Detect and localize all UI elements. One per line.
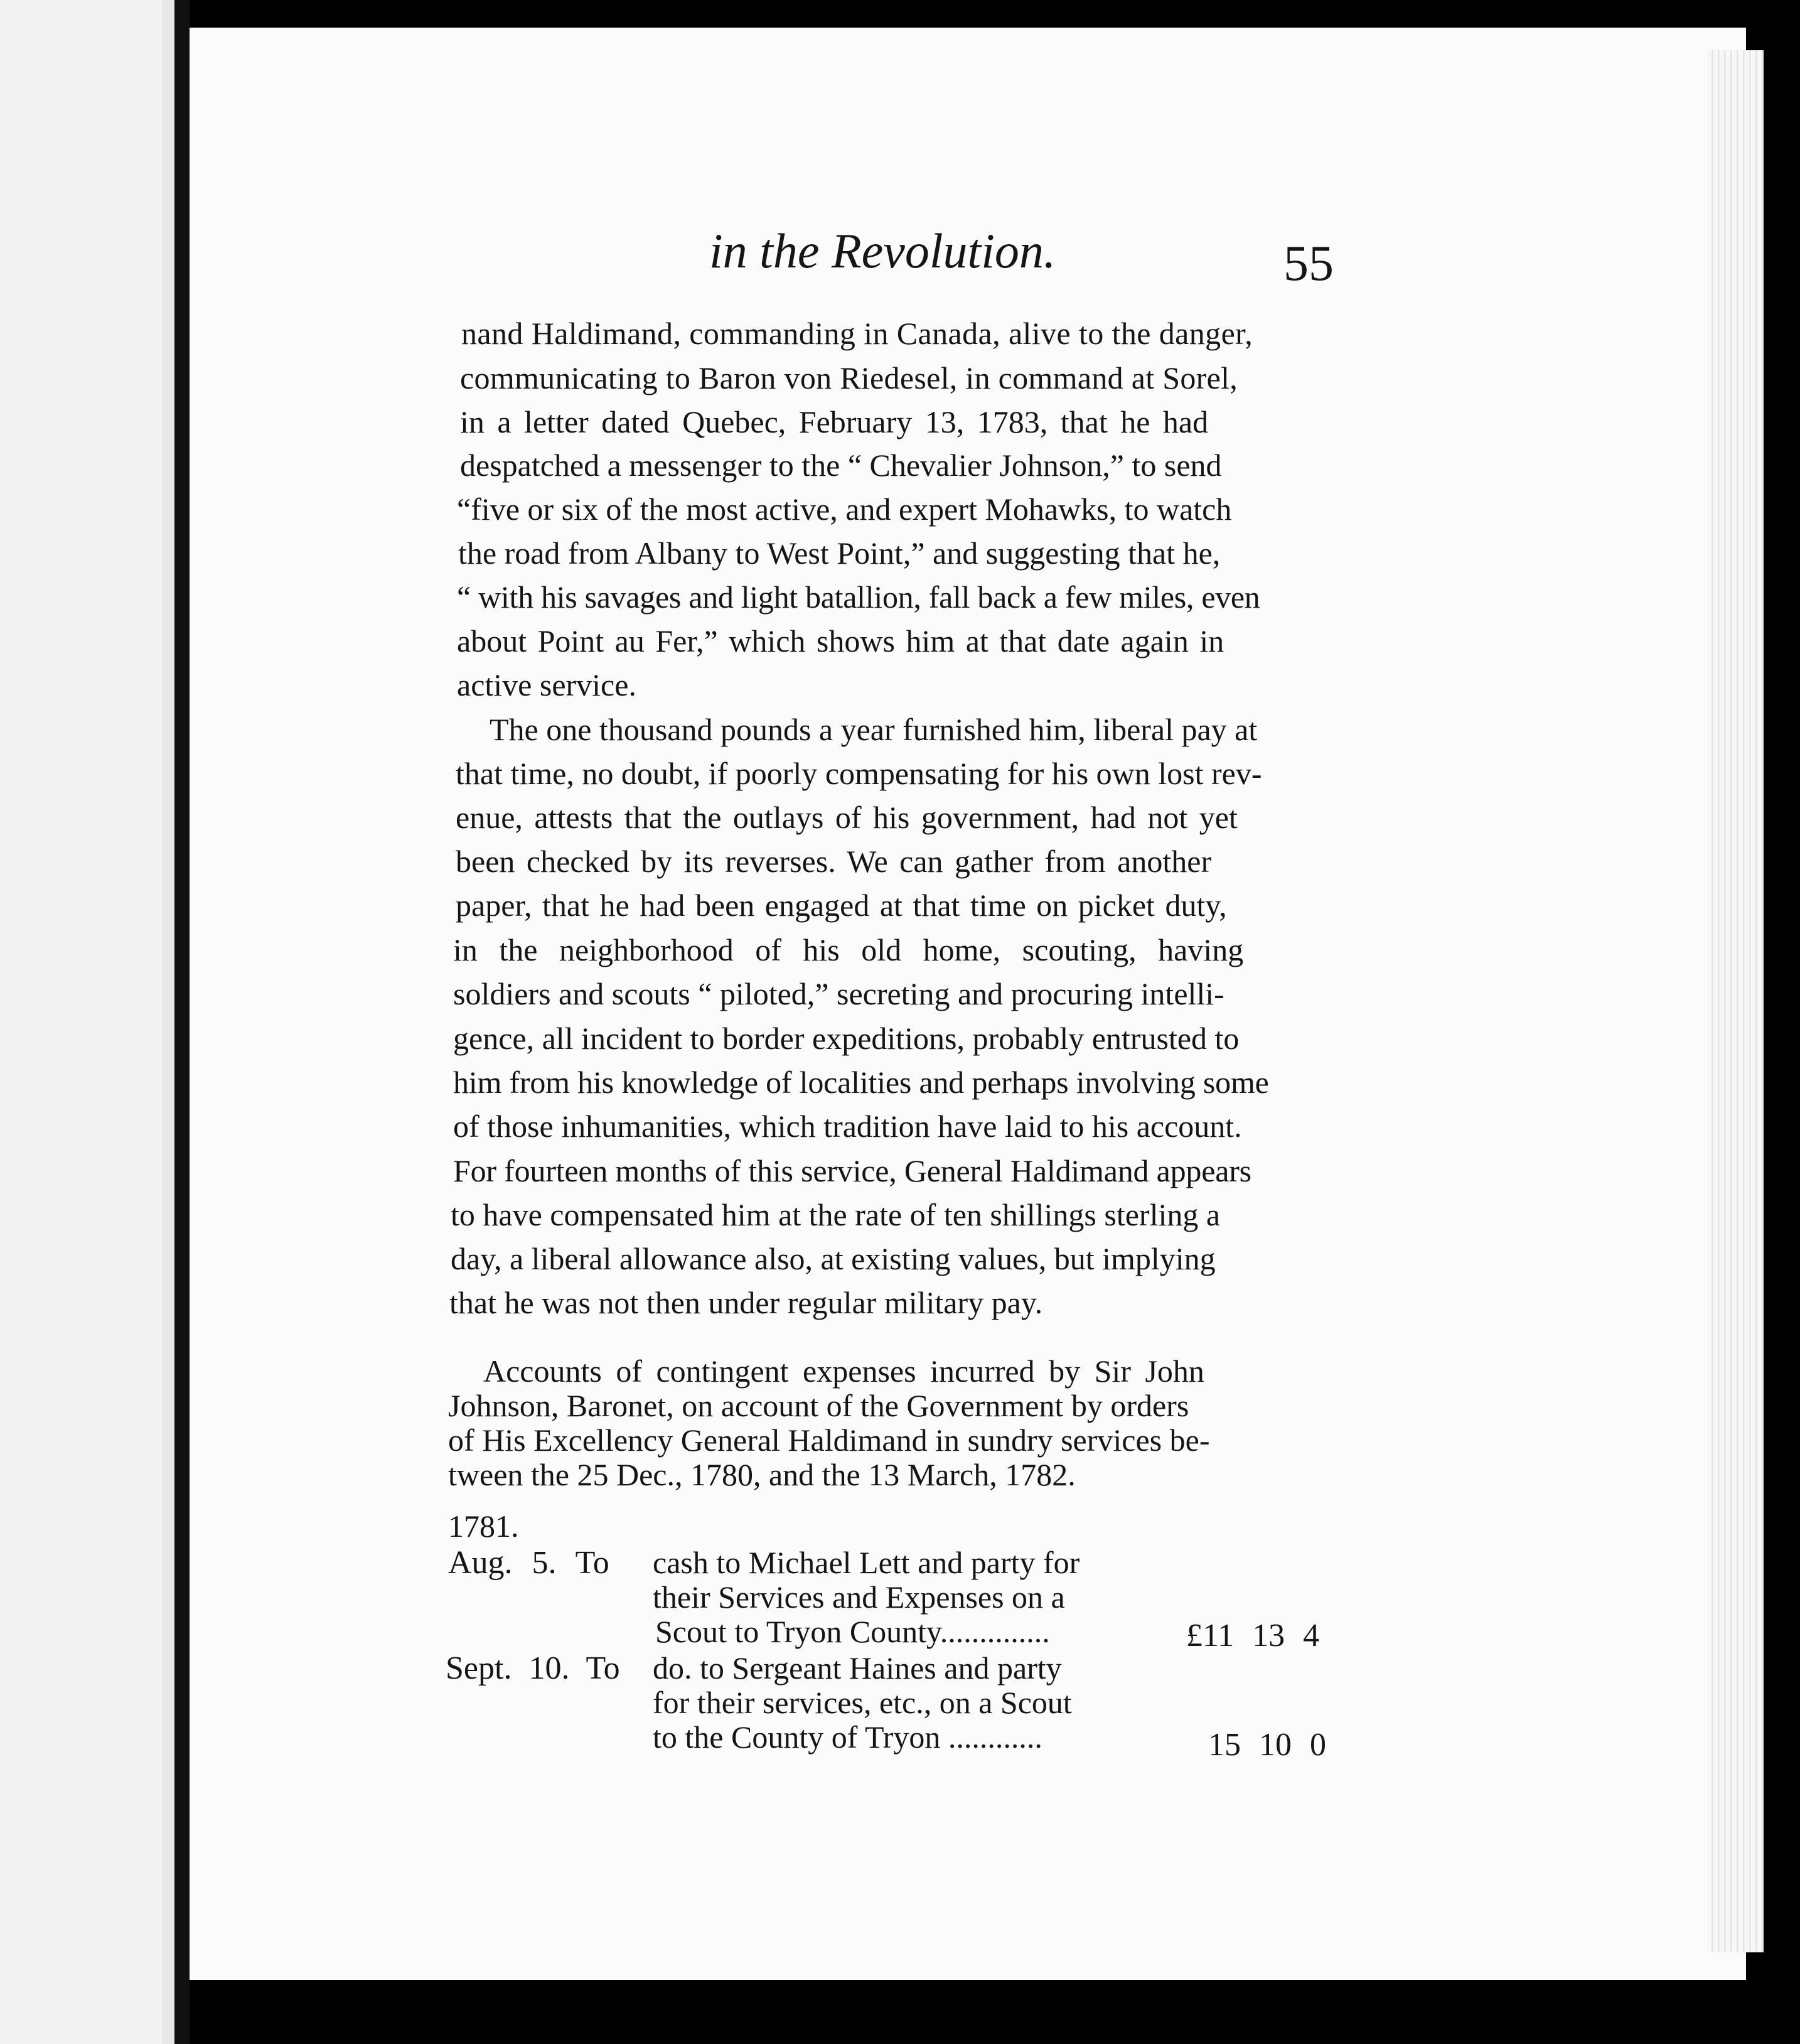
entry-description-line: to the County of Tryon ............ <box>653 1719 1042 1755</box>
text-line: in a letter dated Quebec, February 13, 1783, that he had <box>460 404 1209 439</box>
text-line: in the neighborhood of his old home, scouting, having <box>453 932 1244 967</box>
text-line: of those inhumanities, which tradition have laid to his account. <box>453 1109 1242 1144</box>
text-line: him from his knowledge of localities and perhaps involving some <box>453 1065 1269 1100</box>
text-line: that time, no doubt, if poorly compensating for his own lost rev- <box>456 756 1262 791</box>
text-line: communicating to Baron von Riedesel, in command at Sorel, <box>460 360 1238 395</box>
entry-amount: 15 10 0 <box>1208 1727 1326 1763</box>
text-line: that he was not then under regular military pay. <box>449 1285 1043 1320</box>
entry-description-line: their Services and Expenses on a <box>653 1579 1065 1615</box>
entry-description-line: do. to Sergeant Haines and party <box>653 1650 1062 1686</box>
text-line: paper, that he had been engaged at that time on picket duty, <box>456 888 1227 923</box>
text-line: to have compensated him at the rate of ten shillings sterling a <box>451 1197 1221 1232</box>
accounts-heading-line: tween the 25 Dec., 1780, and the 13 March, 1782. <box>448 1457 1076 1492</box>
account-year: 1781. <box>448 1509 519 1544</box>
text-line: day, a liberal allowance also, at existing values, but implying <box>451 1241 1216 1276</box>
text-line: enue, attests that the outlays of his government, had not yet <box>456 800 1238 835</box>
text-line: “ with his savages and light batallion, fall back a few miles, even <box>457 579 1260 615</box>
text-line: nand Haldimand, commanding in Canada, alive to the danger, <box>461 316 1253 351</box>
entry-description-line: Scout to Tryon County.............. <box>655 1614 1050 1649</box>
text-line: For fourteen months of this service, General Haldimand appears <box>453 1153 1251 1188</box>
entry-date: Aug. 5. To <box>448 1545 609 1581</box>
running-head: in the Revolution. <box>709 223 1056 278</box>
text-line: despatched a messenger to the “ Chevalier Johnson,” to send <box>460 448 1222 483</box>
left-page-edge <box>162 0 176 2044</box>
text-line: been checked by its reverses. We can gather from another <box>456 844 1212 879</box>
text-line: soldiers and scouts “ piloted,” secreting and procuring intelli- <box>453 976 1224 1011</box>
entry-description-line: for their services, etc., on a Scout <box>653 1685 1072 1720</box>
entry-amount: £11 13 4 <box>1186 1618 1320 1654</box>
left-page <box>0 0 174 2044</box>
page-number: 55 <box>1283 236 1334 291</box>
entry-date: Sept. 10. To <box>446 1650 620 1686</box>
entry-description-line: cash to Michael Lett and party for <box>653 1545 1080 1580</box>
text-line: about Point au Fer,” which shows him at that date again in <box>457 623 1224 659</box>
text-line: “five or six of the most active, and expert Mohawks, to watch <box>457 492 1232 527</box>
text-line: The one thousand pounds a year furnished him, liberal pay at <box>490 712 1258 747</box>
page-stack-edge <box>1707 50 1764 1952</box>
text-line: the road from Albany to West Point,” and suggesting that he, <box>458 535 1221 571</box>
book-spine <box>174 0 190 2044</box>
text-line: gence, all incident to border expeditions, probably entrusted to <box>453 1021 1240 1056</box>
accounts-heading-line: Accounts of contingent expenses incurred by Sir John <box>483 1353 1204 1389</box>
text-line: active service. <box>457 667 636 702</box>
accounts-heading-line: Johnson, Baronet, on account of the Government by orders <box>448 1388 1189 1423</box>
accounts-heading-line: of His Excellency General Haldimand in sundry services be- <box>448 1423 1210 1458</box>
